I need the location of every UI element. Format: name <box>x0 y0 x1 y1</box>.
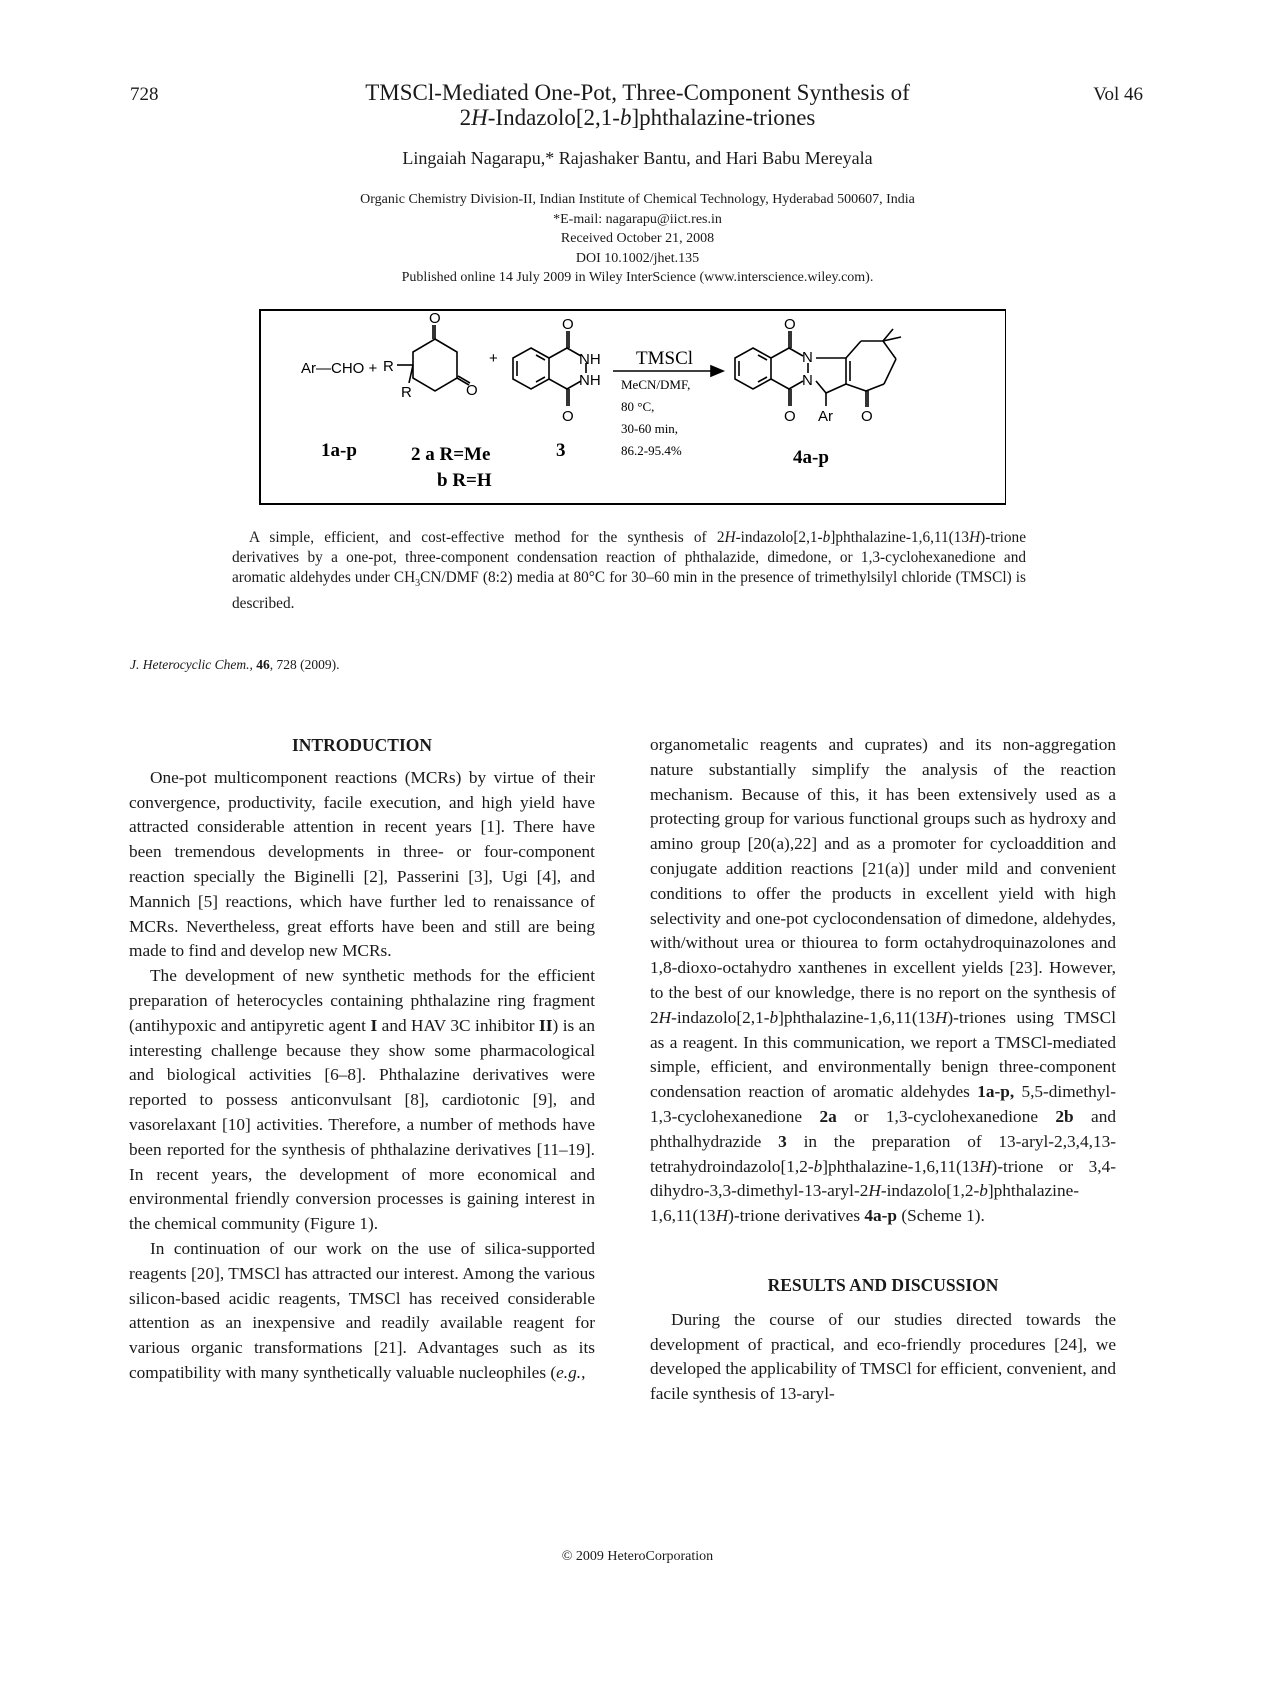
title-line-1: TMSCl-Mediated One-Pot, Three-Component Synthesis of <box>365 80 910 105</box>
plus-sign: + <box>489 350 498 367</box>
benzene-ring-4 <box>735 348 771 389</box>
compound-label-3: 3 <box>556 440 566 461</box>
atom-nh: NH <box>579 351 601 368</box>
dione-ring <box>413 339 457 391</box>
atom-nh: NH <box>579 372 601 389</box>
compound-label-4: 4a-p <box>793 447 829 468</box>
paragraph: The development of new synthetic methods for the efficient preparation of heterocycles containing phthalazine ring fragment (antihypoxic and antipyretic agent I and HAV 3C inhibitor II) is an interesting challenge because they show some pharmacological and biological activities [6–8]. Phthalazine derivatives were reported to possess anticonvulsant [8], cardiotonic [9], and vasorelaxant [10] activities. Therefore, a number of methods have been reported for the synthesis of phthalazine derivatives [11–19]. In recent years, the development of more economical and environmental friendly conversion processes is gaining interest in the chemical community (Figure 1). <box>129 966 595 1234</box>
atom-o: O <box>466 382 478 399</box>
atom-o: O <box>562 408 574 425</box>
doi[interactable]: DOI 10.1002/jhet.135 <box>575 250 700 266</box>
atom-n: N <box>802 372 813 389</box>
atom-r: R <box>383 358 394 375</box>
abstract: A simple, efficient, and cost-effective method for the synthesis of 2H-indazolo[2,1-b]phthalazine-1,6,11(13H)-trione derivatives by a one-pot, three-component condensation reaction of phthalazide, dimedone, or 1,3-cyclohexanedione and aromatic aldehydes under $CH_3CN$/DMF (8:2) media at 80°C for 30–60 min in the presence of trimethylsilyl chloride (TMSCl) is described. <box>232 529 1026 613</box>
received-date: Received October 21, 2008 <box>560 231 715 247</box>
page-number: 728 <box>130 84 159 105</box>
body-column-right <box>650 733 1116 1407</box>
paragraph: In continuation of our work on the use of silica-supported reagents [20], TMSCl has attracted our interest. Among the various silicon-based acidic reagents, TMSCl has received considerable attention as an inexpensive and readily available reagent for various organic transformations [21]. Advantages such as its compatibility with many synthetically valuable nucleophiles (e.g., <box>129 1238 595 1382</box>
compound-label-2b: b R=H <box>437 470 492 491</box>
atom-o: O <box>562 316 574 333</box>
atom-o: O <box>784 316 796 333</box>
paragraph: organometalic reagents and cuprates) and its non-aggregation nature substantially simplify the analysis of the reaction mechanism. Because of this, it has been extensively used as a protecting group for various functional groups such as hydroxy and amino group [20(a),22] and as a promoter for cycloaddition and conjugate addition reactions [21(a)] under mild and convenient conditions to offer the products in excellent yield with high selectivity and one-pot cyclocondensation of dimedone, aldehydes, with/without urea or thiourea to form octahydroquinazolones and 1,8-dioxo-octahydro xanthenes in excellent yields [23]. However, to the best of our knowledge, there is no report on the synthesis of 2H-indazolo[2,1-b]phthalazine-1,6,11(13H)-triones using TMSCl as a reagent. In this communication, we report a TMSCl-mediated simple, efficient, and environmentally benign three-component condensation reaction of aromatic aldehydes 1a-p, 5,5-dimethyl-1,3-cyclohexanedione 2a or 1,3-cyclohexanedione 2b and phthalhydrazide 3 in the preparation of 13-aryl-2,3,4,13-tetrahydroindazolo[1,2-b]phthalazine-1,6,11(13H)-trione or 3,4-dihydro-3,3-dimethyl-13-aryl-2H-indazolo[1,2-b]phthalazine-1,6,11(13H)-trione derivatives 4a-p (Scheme 1). <box>650 735 1117 1226</box>
condition-yield: 86.2-95.4% <box>621 443 682 458</box>
paragraph: During the course of our studies directed towards the development of practical, and eco-friendly procedures [24], we developed the applicability of TMSCl for efficient, convenient, and facile synthesis of 13-aryl- <box>650 1309 1116 1404</box>
reaction-scheme <box>259 309 1006 505</box>
article-title <box>0 80 1275 130</box>
condition-temperature: 80 °C, <box>621 399 655 414</box>
journal-citation: J. Heterocyclic Chem., 46, 728 (2009). <box>130 657 340 672</box>
atom-r: R <box>401 384 412 401</box>
condition-time: 30-60 min, <box>621 421 679 436</box>
title-line-2: 2H-Indazolo[2,1-b]phthalazine-triones <box>459 105 816 130</box>
atom-o: O <box>429 311 441 327</box>
compound-label-2a: 2 a R=Me <box>411 444 491 465</box>
copyright-footer: © 2009 HeteroCorporation <box>561 1549 714 1564</box>
article-meta <box>0 190 1275 288</box>
reagent-label: TMSCl <box>636 348 694 369</box>
atom-ar: Ar <box>818 408 833 425</box>
reactant-aldehyde: Ar—CHO + <box>301 360 378 377</box>
body-column-left <box>129 733 595 1386</box>
atom-n: N <box>802 349 813 366</box>
condition-solvent: MeCN/DMF, <box>621 377 691 392</box>
compound-label-1: 1a-p <box>321 440 357 461</box>
atom-o: O <box>861 408 873 425</box>
author-list: Lingaiah Nagarapu,* Rajashaker Bantu, and Hari Babu Mereyala <box>402 148 873 168</box>
section-heading-results: RESULTS AND DISCUSSION <box>767 1274 999 1295</box>
paragraph: One-pot multicomponent reactions (MCRs) by virtue of their convergence, productivity, facile execution, and high yield have attracted considerable attention in recent years [1]. There have been tremendous developments in three- or four-component reaction specially the Biginelli [2], Passerini [3], Ugi [4], and Mannich [5] reactions, which have further led to renaissance of MCRs. Nevertheless, great efforts have been and still are being made to find and develop new MCRs. <box>129 767 595 961</box>
benzene-ring-3 <box>513 348 549 389</box>
published-online: Published online 14 July 2009 in Wiley InterScience (www.interscience.wiley.com). <box>401 270 874 286</box>
atom-o: O <box>784 408 796 425</box>
section-heading-introduction: INTRODUCTION <box>291 735 433 755</box>
scheme-drawing <box>261 311 1008 507</box>
volume-label: Vol 46 <box>1093 84 1143 105</box>
affiliation: Organic Chemistry Division-II, Indian Institute of Chemical Technology, Hyderabad 500607, India <box>360 192 915 207</box>
email[interactable]: *E-mail: nagarapu@iict.res.in <box>553 211 722 227</box>
